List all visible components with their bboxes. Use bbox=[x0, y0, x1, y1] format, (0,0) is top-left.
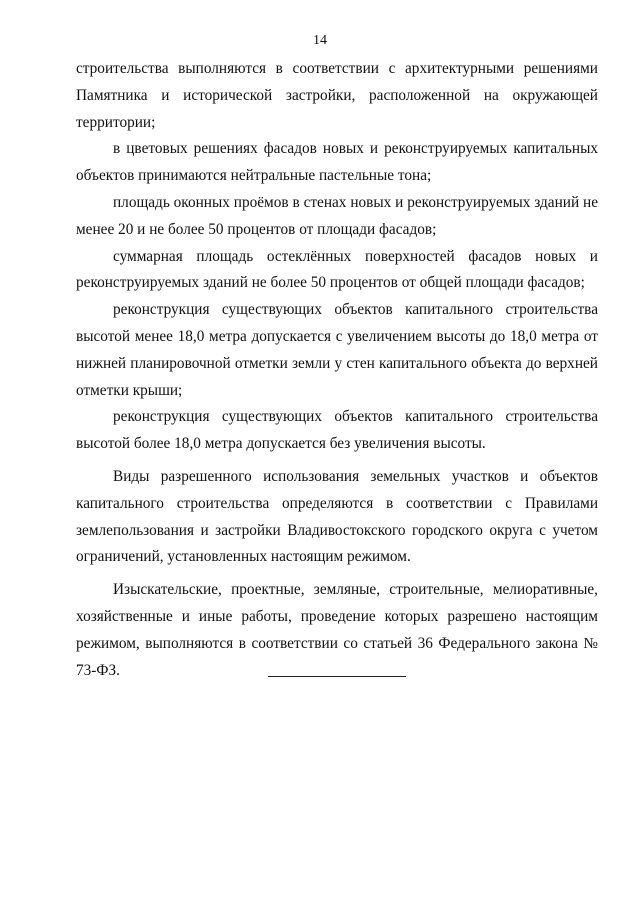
paragraph-reconstruction-below-18m: реконструкция существующих объектов капитального строительства высотой менее 18,0 метра допускается с увеличением высоты до 18,0 метра от нижней планировочной отметки земли у стен капитального объекта до верхней отметки крыши; bbox=[76, 301, 598, 399]
page-number: 14 bbox=[313, 33, 327, 48]
paragraph-permitted-use: Виды разрешенного использования земельных участков и объектов капитального строительства определяются в соответствии с Правилами землепользования и застройки Владивостокского городского округа с учетом ограничений, установленных настоящим режимом. bbox=[76, 467, 598, 566]
paragraph-works-regulation: Изыскательские, проектные, земляные, строительные, мелиоративные, хозяйственные и иные работы, проведение которых разрешено настоящим режимом, выполняются в соответствии со статьей 36 Федерального закона № 73-ФЗ. bbox=[76, 581, 598, 679]
paragraph-architecture-continuation: строительства выполняются в соответствии с архитектурными решениями Памятника и исторической застройки, расположенной на окружающей территории; bbox=[76, 60, 598, 131]
paragraph-window-area: площадь оконных проёмов в стенах новых и реконструируемых зданий не менее 20 и не более 50 процентов от площади фасадов; bbox=[76, 193, 598, 238]
document-body bbox=[76, 56, 598, 684]
paragraph-reconstruction-above-18m: реконструкция существующих объектов капитального строительства высотой более 18,0 метра допускается без увеличения высоты. bbox=[76, 408, 598, 453]
paragraph-glazing-area: суммарная площадь остеклённых поверхностей фасадов новых и реконструируемых зданий не более 50 процентов от общей площади фасадов; bbox=[76, 247, 598, 292]
end-of-text-divider bbox=[268, 676, 406, 677]
paragraph-facade-colors: в цветовых решениях фасадов новых и реконструируемых капитальных объектов принимаются нейтральные пастельные тона; bbox=[76, 140, 598, 185]
